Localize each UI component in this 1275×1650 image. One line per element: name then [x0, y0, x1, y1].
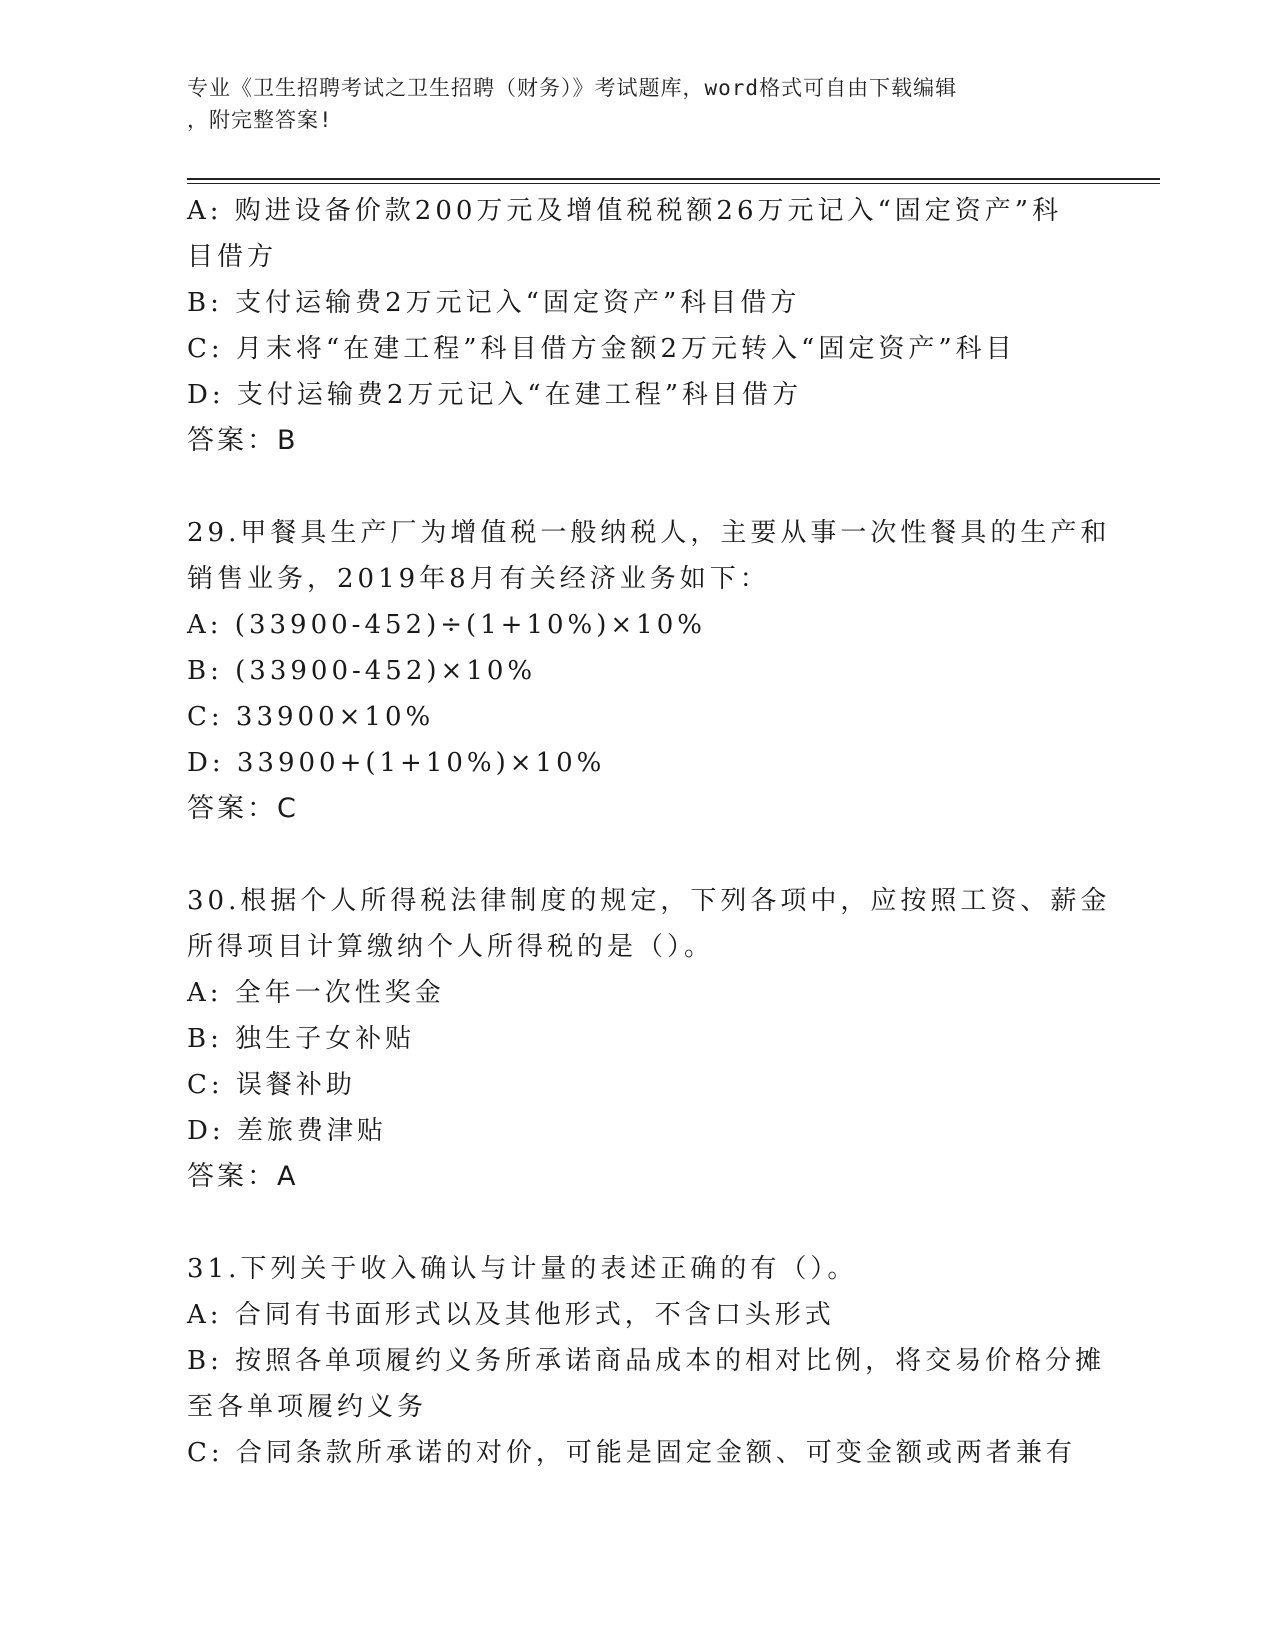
option-c: C: 误餐补助 — [187, 1070, 356, 1100]
question-stem: 31.下列关于收入确认与计量的表述正确的有（）。 — [187, 1254, 858, 1284]
spacer — [187, 1200, 1087, 1246]
option-d: D: 33900+(1+10%)×10% — [187, 748, 606, 778]
spacer — [187, 464, 1087, 510]
answer: 答案：A — [187, 1161, 299, 1192]
question-28 — [187, 188, 1087, 464]
spacer — [187, 832, 1087, 878]
question-stem-line-1: 30.根据个人所得税法律制度的规定，下列各项中，应按照工资、薪金 — [187, 886, 1111, 916]
question-stem-line-2: 所得项目计算缴纳个人所得税的是（）。 — [187, 932, 715, 962]
answer: 答案：C — [187, 793, 299, 824]
option-c: C: 33900×10% — [187, 702, 435, 732]
option-a: A: 全年一次性奖金 — [187, 978, 445, 1008]
option-a: A: (33900-452)÷(1+10%)×10% — [187, 610, 706, 640]
option-a: A: 合同有书面形式以及其他形式，不含口头形式 — [187, 1300, 835, 1330]
question-stem-line-2: 销售业务，2019年8月有关经济业务如下： — [187, 564, 770, 594]
document-header — [187, 72, 1067, 136]
option-b: B: 独生子女补贴 — [187, 1024, 416, 1054]
answer: 答案：B — [187, 425, 299, 456]
option-c: C: 月末将“在建工程”科目借方金额2万元转入“固定资产”科目 — [187, 334, 1016, 364]
option-b-line-2: 至各单项履约义务 — [187, 1392, 428, 1422]
header-line-1: 专业《卫生招聘考试之卫生招聘（财务）》考试题库，word格式可自由下载编辑 — [187, 76, 958, 100]
option-d: D: 差旅费津贴 — [187, 1116, 387, 1146]
header-divider-thick — [187, 178, 1160, 180]
option-b-line-1: B: 按照各单项履约义务所承诺商品成本的相对比例，将交易价格分摊 — [187, 1346, 1106, 1376]
header-line-2: ，附完整答案! — [187, 108, 333, 132]
option-b: B: (33900-452)×10% — [187, 656, 537, 686]
question-31 — [187, 1246, 1106, 1476]
option-d: D: 支付运输费2万元记入“在建工程”科目借方 — [187, 380, 802, 410]
option-c: C: 合同条款所承诺的对价，可能是固定金额、可变金额或两者兼有 — [187, 1438, 1076, 1468]
header-divider-thin — [187, 183, 1160, 184]
question-stem-line-1: 29.甲餐具生产厂为增值税一般纳税人，主要从事一次性餐具的生产和 — [187, 518, 1111, 548]
question-30 — [187, 878, 1111, 1200]
question-29 — [187, 510, 1111, 832]
option-b: B: 支付运输费2万元记入“固定资产”科目借方 — [187, 288, 801, 318]
question-list — [187, 188, 1111, 1476]
option-a-line-2: 目借方 — [187, 242, 278, 272]
option-a-line-1: A: 购进设备价款200万元及增值税税额26万元记入“固定资产”科 — [187, 196, 1063, 226]
